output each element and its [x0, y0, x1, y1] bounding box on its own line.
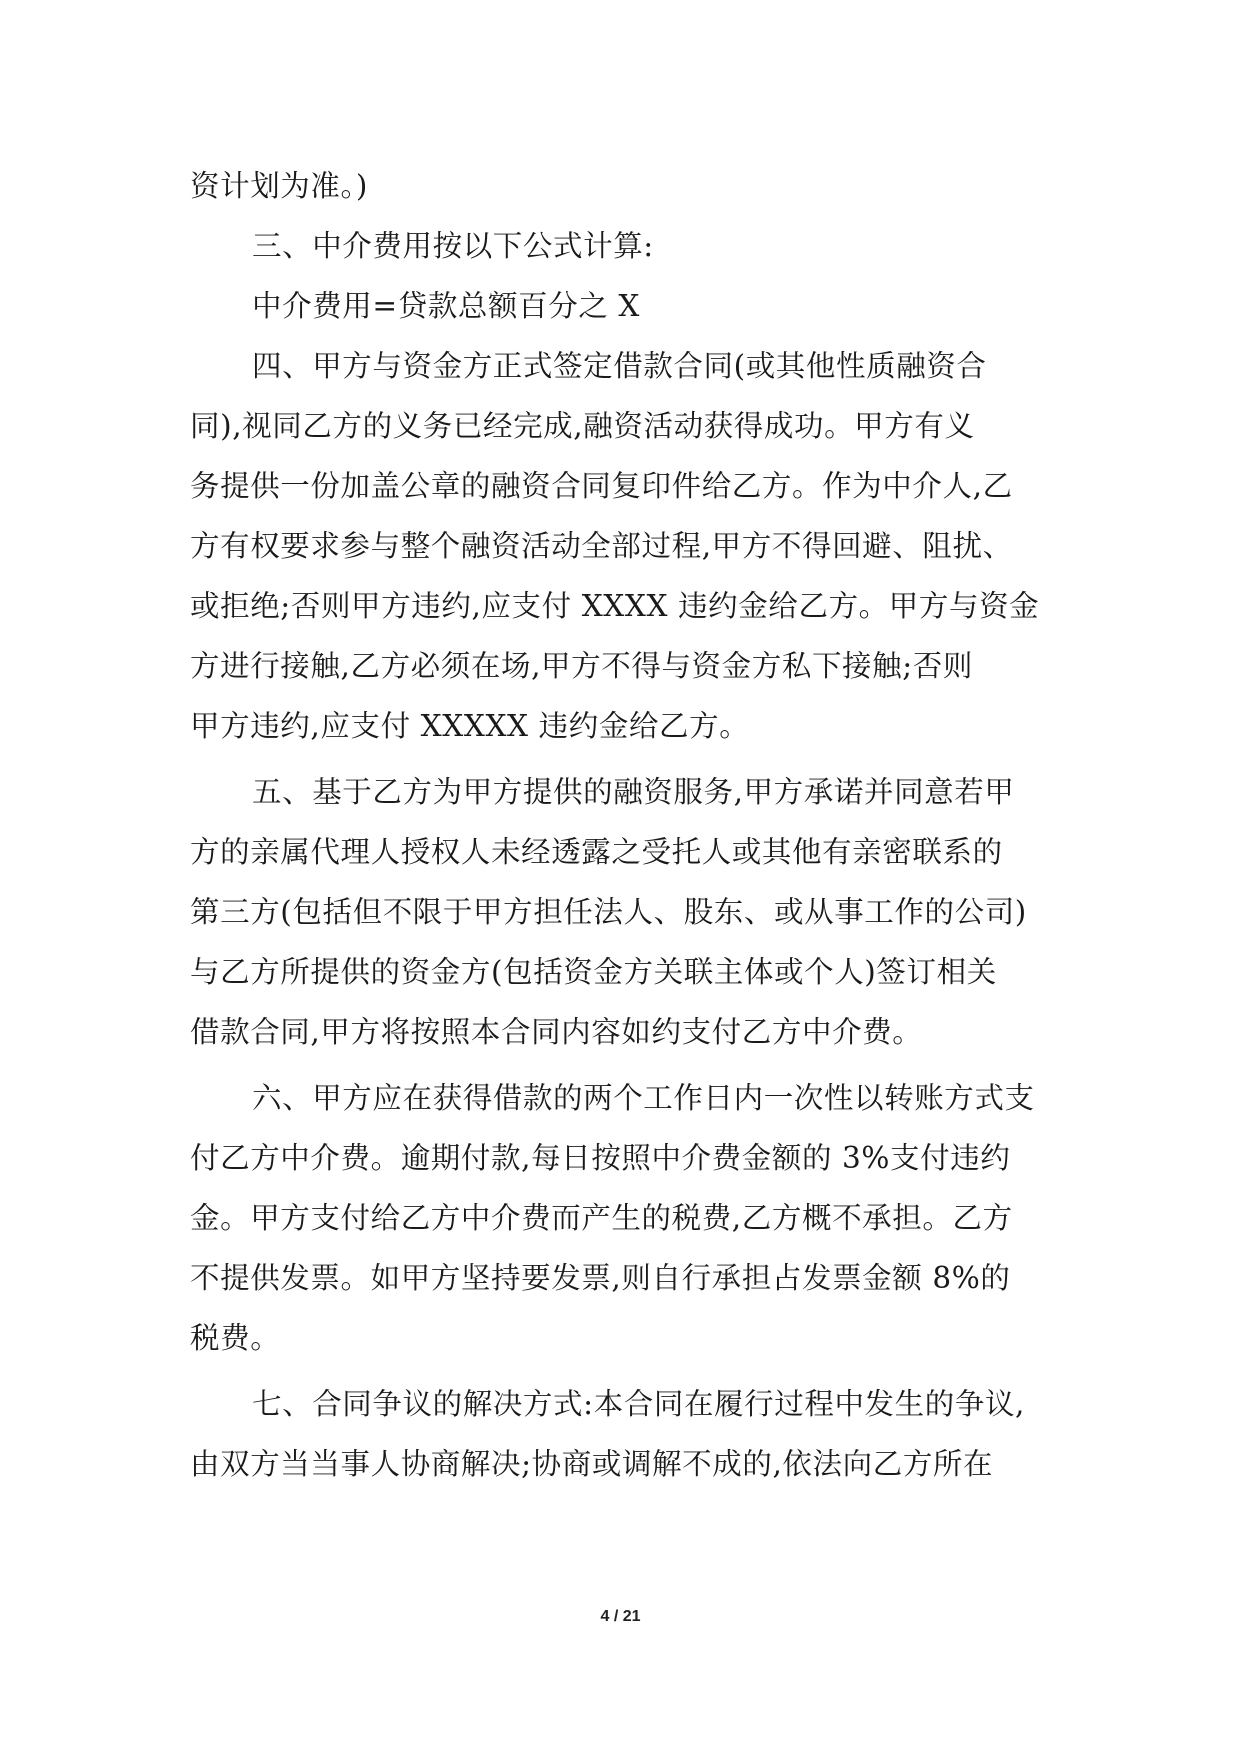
section-7-line-2: 由双方当当事人协商解决;协商或调解不成的,依法向乙方所在 [190, 1447, 994, 1481]
section-6-line-4: 不提供发票。如甲方坚持要发票,则自行承担占发票金额 8%的 [190, 1261, 1011, 1295]
section-4-line-1: 四、甲方与资金方正式签定借款合同(或其他性质融资合 [252, 349, 987, 383]
section-4-line-5: 或拒绝;否则甲方违约,应支付 XXXX 违约金给乙方。甲方与资金 [190, 589, 1040, 623]
section-7-line-1: 七、合同争议的解决方式:本合同在履行过程中发生的争议, [252, 1387, 1026, 1421]
section-5-line-2: 方的亲属代理人授权人未经透露之受托人或其他有亲密联系的 [190, 835, 1003, 869]
section-4-line-6: 方进行接触,乙方必须在场,甲方不得与资金方私下接触;否则 [190, 649, 973, 683]
section-5-line-1: 五、基于乙方为甲方提供的融资服务,甲方承诺并同意若甲 [252, 775, 1015, 809]
section-4-line-7: 甲方违约,应支付 XXXXX 违约金给乙方。 [190, 709, 750, 743]
section-5-line-5: 借款合同,甲方将按照本合同内容如约支付乙方中介费。 [190, 1015, 923, 1049]
section-5-line-3: 第三方(包括但不限于甲方担任法人、股东、或从事工作的公司) [190, 895, 1027, 929]
section-5-line-4: 与乙方所提供的资金方(包括资金方关联主体或个人)签订相关 [190, 955, 997, 989]
section-heading-3: 三、中介费用按以下公式计算: [252, 229, 654, 263]
page-number: 4 / 21 [600, 1608, 641, 1625]
section-4-line-2: 同),视同乙方的义务已经完成,融资活动获得成功。甲方有义 [190, 409, 975, 443]
section-4-line-3: 务提供一份加盖公章的融资合同复印件给乙方。作为中介人,乙 [190, 469, 1013, 503]
section-6-line-3: 金。甲方支付给乙方中介费而产生的税费,乙方概不承担。乙方 [190, 1201, 1013, 1235]
section-6-line-5: 税费。 [190, 1321, 281, 1355]
section-6-line-1: 六、甲方应在获得借款的两个工作日内一次性以转账方式支 [252, 1081, 1035, 1115]
text-line: 资计划为准。) [190, 169, 368, 203]
section-4-line-4: 方有权要求参与整个融资活动全部过程,甲方不得回避、阻扰、 [190, 529, 1013, 563]
formula-line: 中介费用=贷款总额百分之 X [252, 289, 640, 323]
section-6-line-2: 付乙方中介费。逾期付款,每日按照中介费金额的 3%支付违约 [190, 1141, 1011, 1175]
